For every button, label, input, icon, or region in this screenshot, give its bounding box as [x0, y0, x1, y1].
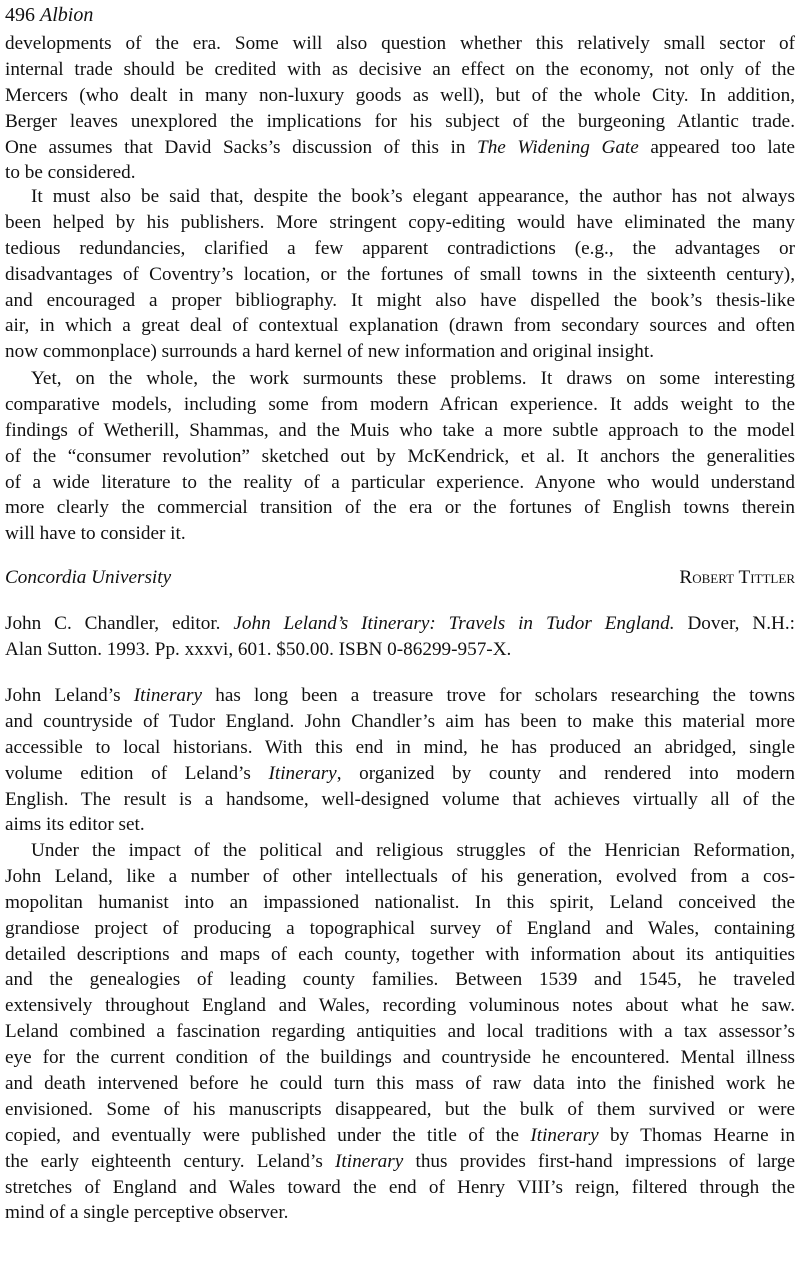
review2-paragraph-2	[5, 838, 795, 1226]
text-run: accessible to local historians. With this end in mind, he has produced an abridged, single	[5, 736, 795, 758]
text-line	[5, 1200, 795, 1226]
italic-title: Itinerary	[335, 1150, 404, 1172]
text-run: of the “consumer revolution” sketched out by McKendrick, et al. It anchors the generalities	[5, 445, 795, 467]
text-run: by Thomas Hearne in	[598, 1124, 795, 1146]
text-line	[5, 812, 795, 838]
text-line	[5, 709, 795, 735]
text-run: eye for the current condition of the buildings and countryside he encountered. Mental illness	[5, 1047, 795, 1069]
review1-paragraph-2	[5, 184, 795, 365]
journal-title: Albion	[40, 4, 94, 26]
text-run: mopolitan humanist into an impassioned nationalist. In this spirit, Leland conceived the	[5, 891, 795, 913]
text-line	[5, 1097, 795, 1123]
reviewer-institution: Concordia University	[5, 567, 172, 588]
review2-paragraph-1	[5, 683, 795, 838]
text-line	[5, 1019, 795, 1045]
text-run: comparative models, including some from modern African experience. It adds weight to the	[5, 393, 795, 415]
text-line	[5, 838, 795, 864]
text-run: will have to consider it.	[5, 523, 186, 545]
text-line	[5, 787, 795, 813]
text-line	[5, 993, 795, 1019]
text-line	[5, 864, 795, 890]
text-run: John Leland, like a number of other intellectuals of his generation, evolved from a cos-	[5, 865, 795, 887]
text-line	[5, 392, 795, 418]
text-run: aims its editor set.	[5, 814, 145, 836]
text-line	[5, 683, 795, 709]
text-run: mind of a single perceptive observer.	[5, 1202, 289, 1224]
text-run: copied, and eventually were published under the title of the	[5, 1124, 531, 1146]
text-line	[5, 160, 795, 186]
text-line	[5, 135, 795, 161]
text-line	[5, 1045, 795, 1071]
text-run: now commonplace) surrounds a hard kernel of new information and original insight.	[5, 341, 655, 363]
text-run: , organized by county and rendered into modern	[336, 762, 795, 784]
reviewer-name: Robert Tittler	[679, 567, 795, 588]
text-run: Yet, on the whole, the work surmounts these problems. It draws on some interesting	[31, 368, 795, 389]
text-line	[5, 1175, 795, 1201]
italic-title: Itinerary	[530, 1124, 599, 1146]
italic-title: Itinerary	[268, 762, 337, 784]
book-citation	[5, 611, 795, 663]
text-line	[5, 31, 795, 57]
text-line	[5, 109, 795, 135]
text-line	[5, 942, 795, 968]
text-run: developments of the era. Some will also question whether this relatively small sector of	[5, 33, 795, 54]
text-run: the early eighteenth century. Leland’s	[5, 1150, 336, 1172]
text-line	[5, 210, 795, 236]
text-line	[5, 521, 795, 547]
running-header	[5, 2, 795, 28]
text-run: envisioned. Some of his manuscripts disappeared, but the bulk of them survived or were	[5, 1098, 795, 1120]
text-run: findings of Wetherill, Shammas, and the Muis who take a more subtle approach to the model	[5, 419, 795, 441]
text-line	[5, 1123, 795, 1149]
text-line	[5, 236, 795, 262]
text-line	[5, 313, 795, 339]
text-run: been helped by his publishers. More stringent copy-editing would have eliminated the many	[5, 211, 795, 233]
text-run: One assumes that David Sacks’s discussion of this in	[5, 136, 478, 158]
text-line	[5, 288, 795, 314]
text-line	[5, 470, 795, 496]
text-line	[5, 83, 795, 109]
text-run: Berger leaves unexplored the implications for his subject of the burgeoning Atlantic trade.	[5, 110, 795, 132]
text-line	[5, 890, 795, 916]
text-line	[5, 57, 795, 83]
text-run: has long been a treasure trove for scholars researching the towns	[202, 685, 795, 706]
text-line	[5, 735, 795, 761]
text-line	[5, 262, 795, 288]
text-run: disadvantages of Coventry’s location, or the fortunes of small towns in the sixteenth century),	[5, 263, 795, 285]
page-number: 496	[5, 4, 35, 26]
text-run: and countryside of Tudor England. John Chandler’s aim has been to make this material more	[5, 710, 795, 732]
text-run: and encouraged a proper bibliography. It might also have dispelled the book’s thesis-like	[5, 289, 795, 311]
text-run: and the genealogies of leading county families. Between 1539 and 1545, he traveled	[5, 969, 795, 991]
text-line	[5, 1071, 795, 1097]
review1-paragraph-3	[5, 366, 795, 547]
text-line	[5, 916, 795, 942]
text-run: air, in which a great deal of contextual explanation (drawn from secondary sources and often	[5, 315, 795, 337]
text-line	[5, 444, 795, 470]
text-run: extensively throughout England and Wales, recording voluminous notes about what he saw.	[5, 995, 795, 1017]
text-run: Under the impact of the political and religious struggles of the Henrician Reformation,	[31, 840, 795, 861]
text-run: detailed descriptions and maps of each county, together with information about its antiquities	[5, 943, 795, 965]
text-run: and death intervened before he could turn this mass of raw data into the finished work he	[5, 1073, 795, 1095]
text-line	[5, 339, 795, 365]
text-line	[5, 495, 795, 521]
italic-title: Itinerary	[133, 685, 202, 706]
review1-paragraph-1	[5, 31, 795, 186]
italic-title: The Widening Gate	[477, 136, 639, 158]
text-line	[5, 761, 795, 787]
text-run: John C. Chandler, editor.	[5, 613, 234, 634]
text-run: of a wide literature to the reality of a particular experience. Anyone who would understand	[5, 471, 795, 493]
text-run: Mercers (who dealt in many non-luxury goods as well), but of the whole City. In addition,	[5, 84, 795, 106]
text-run: thus provides first-hand impressions of large	[403, 1150, 795, 1172]
text-run: Dover, N.H.:	[674, 613, 795, 634]
review-signature	[5, 565, 795, 591]
italic-title: John Leland’s Itinerary: Travels in Tudor England.	[233, 613, 675, 634]
text-run: It must also be said that, despite the book’s elegant appearance, the author has not always	[31, 186, 795, 207]
text-run: Leland combined a fascination regarding antiquities and local traditions with a tax assessor’s	[5, 1021, 795, 1043]
text-run: Alan Sutton. 1993. Pp. xxxvi, 601. $50.00. ISBN 0-86299-957-X.	[5, 638, 512, 660]
text-run: more clearly the commercial transition of the era or the fortunes of English towns therein	[5, 497, 795, 519]
text-run: John Leland’s	[5, 685, 134, 706]
text-line	[5, 184, 795, 210]
text-run: English. The result is a handsome, well-designed volume that achieves virtually all of the	[5, 788, 795, 810]
text-run: to be considered.	[5, 162, 136, 184]
text-run: internal trade should be credited with as decisive an effect on the economy, not only of the	[5, 58, 795, 80]
text-line	[5, 1149, 795, 1175]
text-line	[5, 637, 795, 663]
text-line	[5, 611, 795, 637]
text-line	[5, 418, 795, 444]
text-run: volume edition of Leland’s	[5, 762, 269, 784]
text-line	[5, 967, 795, 993]
text-run: appeared too late	[638, 136, 796, 158]
text-run: stretches of England and Wales toward the end of Henry VIII’s reign, filtered through the	[5, 1176, 795, 1198]
text-run: grandiose project of producing a topographical survey of England and Wales, containing	[5, 917, 795, 939]
text-run: tedious redundancies, clarified a few apparent contradictions (e.g., the advantages or	[5, 237, 795, 259]
text-line	[5, 366, 795, 392]
